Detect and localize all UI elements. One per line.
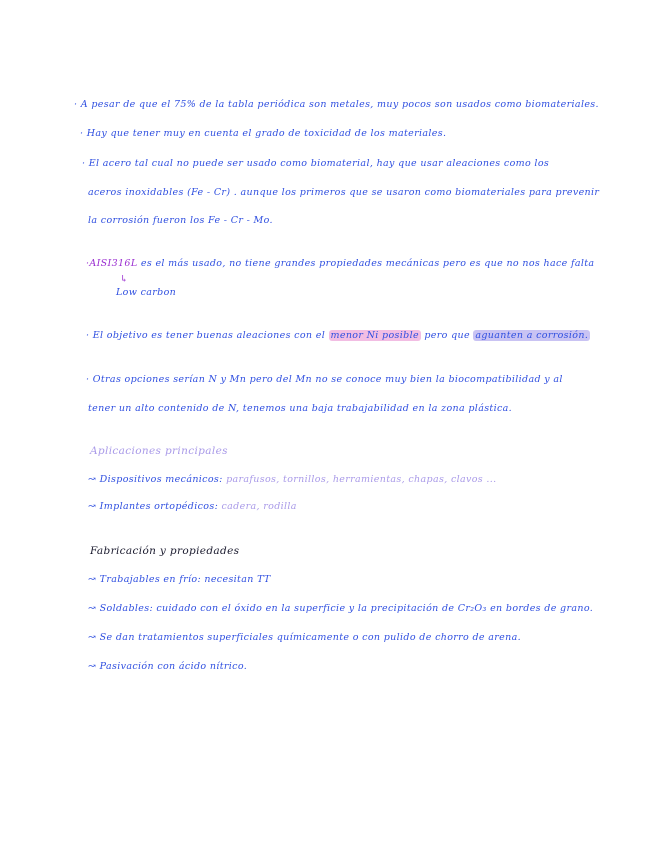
objective-highlight-corrosion: aguanten a corrosión.: [475, 330, 589, 341]
note-line-fab-3: ↝ Se dan tratamientos superficiales químicamente o con pulido de chorro de arena.: [88, 632, 522, 643]
note-line-aisi: [86, 258, 594, 270]
note-line-apps-1: [88, 474, 497, 486]
note-line-fab-2: ↝ Soldables: cuidado con el óxido en la superficie y la precipitación de Cr₂O₃ en bordes de grano.: [88, 603, 594, 614]
apps-2-items: cadera, rodilla: [221, 501, 297, 512]
note-line-apps-2: [88, 501, 297, 513]
apps-1-label: ↝ Dispositivos mecánicos:: [88, 474, 223, 485]
note-line-metals: · A pesar de que el 75% de la tabla periódica son metales, muy pocos son usados como biomateriales.: [74, 99, 599, 110]
heading-fabrication: Fabricación y propiedades: [90, 545, 240, 557]
note-line-toxicity: · Hay que tener muy en cuenta el grado de toxicidad de los materiales.: [80, 128, 447, 139]
objective-highlight-ni: menor Ni posible: [330, 330, 419, 341]
note-line-options-1: · Otras opciones serían N y Mn pero del Mn no se conoce muy bien la biocompatibilidad y al: [86, 374, 563, 385]
aisi-label: ·AISI316L: [86, 258, 138, 269]
apps-1-items: parafusos, tornillos, herramientas, chapas, clavos ...: [226, 474, 497, 485]
note-line-steel-2: aceros inoxidables (Fe - Cr) . aunque los primeros que se usaron como biomateriales para prevenir: [88, 187, 600, 198]
apps-2-label: ↝ Implantes ortopédicos:: [88, 501, 219, 512]
aisi-sub-note: Low carbon: [116, 287, 177, 298]
note-line-fab-1: ↝ Trabajables en frío: necesitan TT: [88, 574, 271, 585]
objective-text-b: pero que: [424, 330, 470, 341]
aisi-text: es el más usado, no tiene grandes propiedades mecánicas pero es que no nos hace falta: [140, 258, 595, 269]
note-line-steel-3: la corrosión fueron los Fe - Cr - Mo.: [88, 215, 273, 226]
aisi-arrow-icon: ↳: [120, 274, 129, 285]
note-line-steel-1: · El acero tal cual no puede ser usado como biomaterial, hay que usar aleaciones como los: [82, 158, 550, 169]
note-line-options-2: tener un alto contenido de N, tenemos una baja trabajabilidad en la zona plástica.: [88, 403, 513, 414]
note-line-fab-4: ↝ Pasivación con ácido nítrico.: [88, 661, 248, 672]
note-line-objective: [86, 330, 590, 342]
heading-applications: Aplicaciones principales: [90, 445, 228, 457]
objective-text-a: · El objetivo es tener buenas aleaciones con el: [86, 330, 326, 341]
